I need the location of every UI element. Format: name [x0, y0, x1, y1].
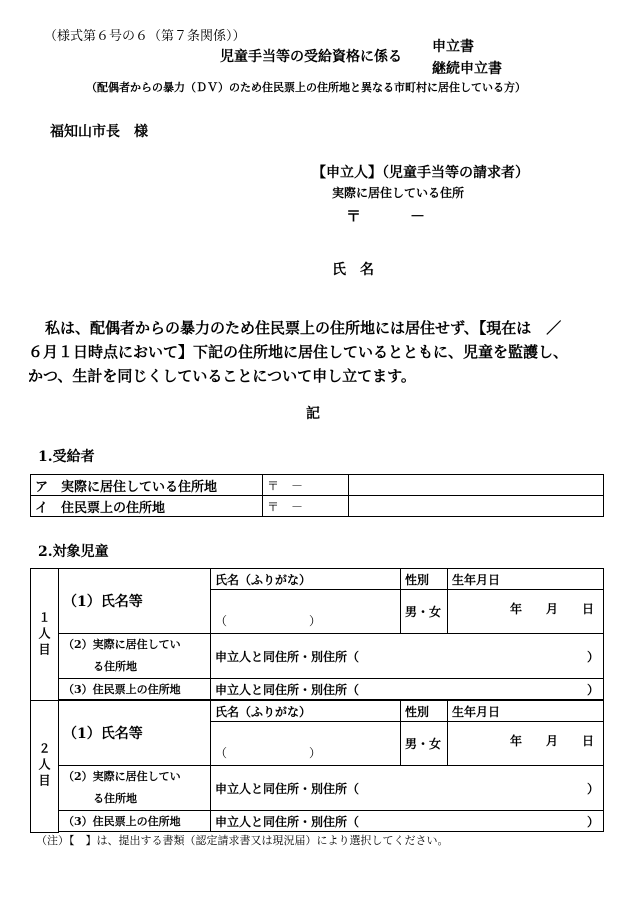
child2-furigana-open: （ [215, 746, 228, 760]
child2-actual-address-value: 申立人と同住所・別住所（ [215, 781, 360, 796]
child2-sex-field[interactable]: 男・女 [401, 722, 448, 766]
section1-title: 1.受給者 [38, 449, 95, 465]
child1-furigana-open: （ [215, 614, 228, 628]
form-title: 児童手当等の受給資格に係る [220, 49, 402, 65]
child2-furigana-close: ） [309, 746, 322, 760]
title-option-continuation: 継続申立書 [432, 61, 502, 77]
child1-col-name: 氏名（ふりがな） [211, 569, 401, 590]
child1-furigana-close: ） [309, 614, 322, 628]
applicant-address-label: 実際に居住している住所 [332, 186, 465, 200]
footnote: （注）【 】は、提出する書類（認定請求書又は現況届）により選択してください。 [36, 834, 449, 847]
statement-line-1: 私は、配偶者からの暴力のため住民票上の住所地には居住せず、【現在は ／ [45, 319, 562, 337]
child2-name-label: （1）氏名等 [59, 701, 211, 766]
addressee: 福知山市長 様 [50, 124, 148, 140]
child1-sex-field[interactable]: 男・女 [401, 590, 448, 634]
form-number: （様式第６号の６（第７条関係）） [44, 29, 246, 44]
child2-registry-address-field[interactable] [211, 811, 604, 832]
statement-line-2: ６月１日時点において】下記の住所地に居住しているとともに、児童を監護し、 [28, 343, 569, 361]
child1-actual-address-field[interactable] [211, 634, 604, 679]
child1-actual-address-label: （2）実際に居住してい る住所地 [59, 634, 211, 679]
child1-name-field[interactable] [211, 590, 401, 634]
child2-col-dob: 生年月日 [448, 701, 604, 722]
child2-ordinal: ２人目 [31, 701, 59, 833]
child1-registry-address-close: ） [586, 682, 599, 697]
recipient-registry-postal: 〒 － [263, 496, 349, 517]
child2-dob-year: 年 [510, 734, 523, 748]
child1-dob-year: 年 [510, 602, 523, 616]
statement-line-3: かつ、生計を同じくしていることについて申し立てます。 [28, 367, 416, 385]
child1-col-dob: 生年月日 [448, 569, 604, 590]
children-table [30, 568, 604, 833]
applicant-heading: 【申立人】（児童手当等の請求者） [312, 165, 529, 181]
child2-col-name: 氏名（ふりがな） [211, 701, 401, 722]
child2-actual-address-label: （2）実際に居住してい る住所地 [59, 766, 211, 811]
child1-registry-address-field[interactable] [211, 679, 604, 700]
child2-name-field[interactable] [211, 722, 401, 766]
recipient-actual-postal: 〒 － [263, 475, 349, 496]
child2-registry-address-label: （3）住民票上の住所地 [59, 811, 211, 832]
child2-actual-address-close: ） [586, 781, 599, 796]
recipient-table [30, 474, 604, 517]
child2-col-sex: 性別 [401, 701, 448, 722]
statement [28, 316, 606, 388]
child1-dob-month: 月 [546, 602, 559, 616]
child1-dob-field[interactable] [448, 590, 604, 634]
title-option-application: 申立書 [432, 39, 474, 55]
child2-actual-address-field[interactable] [211, 766, 604, 811]
applicant-name-label: 氏 名 [332, 262, 374, 278]
child1-ordinal: １人目 [31, 569, 59, 701]
child1-registry-address-value: 申立人と同住所・別住所（ [215, 682, 360, 697]
child1-actual-address-value: 申立人と同住所・別住所（ [215, 649, 360, 664]
ki-heading: 記 [306, 406, 320, 422]
child2-registry-address-value: 申立人と同住所・別住所（ [215, 814, 360, 829]
postal-mark: 〒 [346, 207, 362, 225]
section2-title: 2.対象児童 [38, 544, 109, 560]
child1-actual-address-close: ） [586, 649, 599, 664]
recipient-registry-address-label: イ 住民票上の住所地 [31, 496, 263, 517]
child2-dob-month: 月 [546, 734, 559, 748]
child2-dob-field[interactable] [448, 722, 604, 766]
child1-dob-day: 日 [582, 602, 595, 616]
child2-registry-address-close: ） [586, 814, 599, 829]
postal-dash: － [410, 207, 426, 225]
recipient-actual-address-label: ア 実際に居住している住所地 [31, 475, 263, 496]
form-subtitle: （配偶者からの暴力（ＤＶ）のため住民票上の住所地と異なる市町村に居住している方） [86, 81, 526, 94]
recipient-actual-address-field[interactable] [349, 475, 604, 496]
child1-name-label: （1）氏名等 [59, 569, 211, 634]
child2-dob-day: 日 [582, 734, 595, 748]
recipient-registry-address-field[interactable] [349, 496, 604, 517]
child1-col-sex: 性別 [401, 569, 448, 590]
child1-registry-address-label: （3）住民票上の住所地 [59, 679, 211, 700]
